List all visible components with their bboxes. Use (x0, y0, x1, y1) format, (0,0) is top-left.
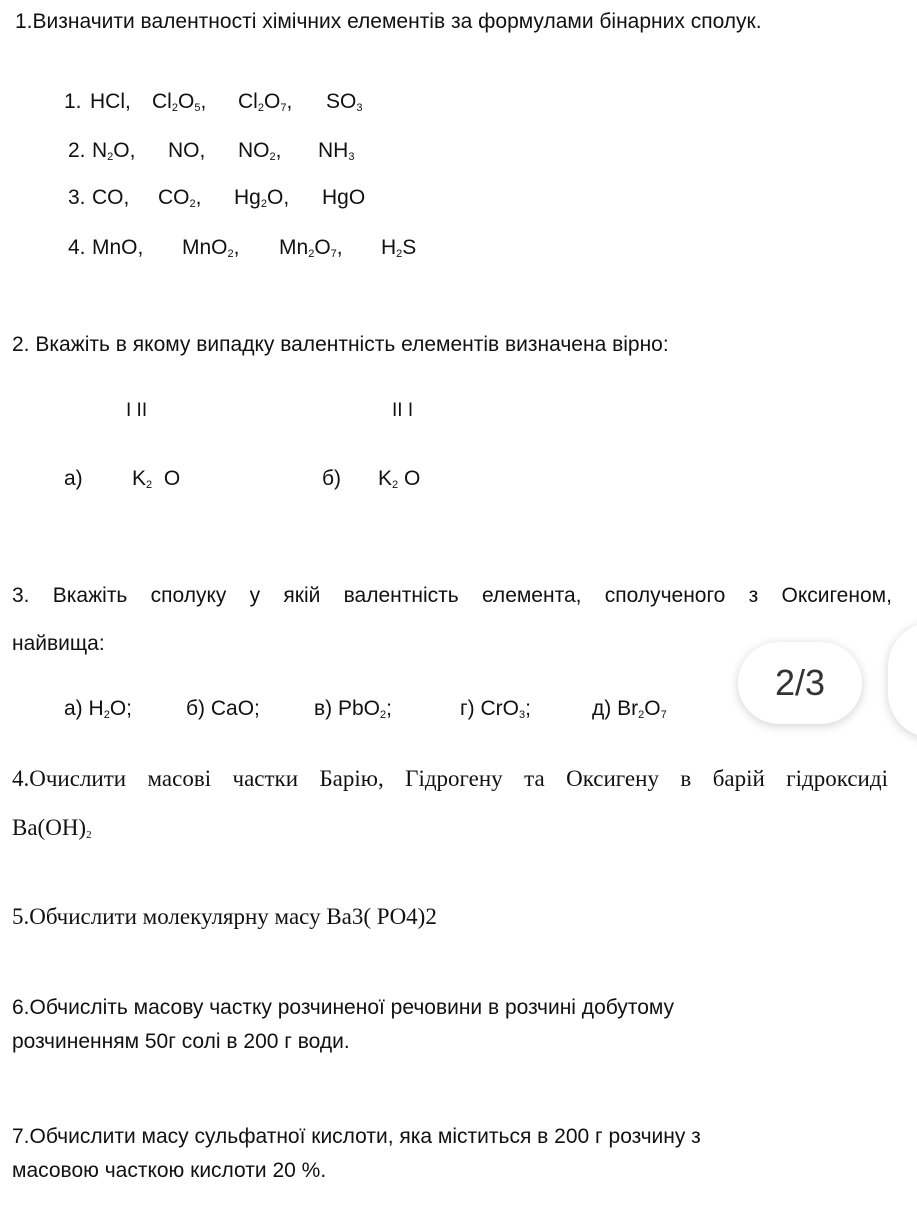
formula-row-number: 4. (68, 236, 86, 259)
next-page-edge[interactable] (888, 622, 917, 738)
question-7-line-2: масовою часткою кислоти 20 %. (12, 1159, 327, 1182)
word: 3. (12, 584, 30, 607)
question-1-title: 1.Визначити валентності хімічних елементів за формулами бінарних сполук. (15, 10, 762, 33)
word: 4.Очислити (12, 766, 127, 791)
word: в (680, 766, 692, 791)
word: з (748, 584, 759, 607)
word: у (249, 584, 261, 607)
formula: MnO$_2$, (182, 236, 240, 260)
word: якій (283, 584, 321, 607)
answer-option: г) CrO$_3$; (460, 697, 531, 721)
word: валентність (343, 584, 459, 607)
word: барій (712, 766, 765, 791)
formula-row-number: 2. (68, 139, 86, 162)
formula: CO, (92, 186, 130, 209)
word: елемента, (481, 584, 582, 607)
option-a-formula: $K_2$ O (132, 467, 181, 491)
formula: $SO_3$ (326, 90, 363, 114)
question-3-title (12, 584, 892, 608)
formula: $N_2O$, (92, 139, 136, 163)
word: Вкажіть (52, 584, 128, 607)
answer-option: б) CaO; (186, 697, 260, 720)
option-b-valence: II I (392, 400, 414, 421)
word: Гідрогену (405, 766, 503, 791)
formula: NO, (168, 139, 206, 162)
word: сполуку (150, 584, 227, 607)
formula: $Hg_2O$, (234, 186, 290, 210)
question-2-title: 2. Вкажіть в якому випадку валентність елементів визначена вірно: (12, 333, 669, 356)
option-a-valence: I II (126, 400, 148, 421)
word: Барію, (319, 766, 384, 791)
formula: HgO (322, 186, 366, 209)
formula: $Cl_2O_7$, (238, 90, 293, 114)
formula-row-number: 3. (68, 186, 86, 209)
formula: $H_2S$ (381, 236, 417, 260)
formula: $CO_2$, (158, 186, 202, 210)
option-b-label: б) (322, 467, 342, 490)
word: Оксигеном, (781, 584, 892, 607)
word: та (524, 766, 545, 791)
word: Оксигену (566, 766, 659, 791)
formula: $NH_3$ (318, 139, 355, 163)
formula: $Mn_2O_7$, (279, 236, 343, 260)
question-7-line-1: 7.Обчислити масу сульфатної кислоти, яка міститься в 200 г розчину з (12, 1125, 701, 1148)
word: частки (232, 766, 299, 791)
answer-option: а) $H_2O$; (64, 697, 132, 721)
question-3-title-cont: найвища: (12, 632, 105, 655)
formula: $NO_2$, (238, 139, 282, 163)
word: масові (147, 766, 212, 791)
formula-row-number: 1. (64, 90, 82, 113)
question-4-formula: $Ba(OH)_2$ (12, 815, 92, 841)
option-a-label: а) (64, 467, 83, 490)
formula: MnO, (92, 236, 144, 259)
question-5-text: 5.Обчислити молекулярну масу Ba3( PO4)2 (12, 904, 437, 929)
word: сполученого (604, 584, 726, 607)
question-6-line-1: 6.Обчисліть масову частку розчиненої речовини в розчині добутому (12, 996, 675, 1019)
formula: HCl, (90, 90, 131, 113)
formula: $Cl_2O_5$, (152, 90, 207, 114)
question-4-text (12, 766, 888, 792)
answer-option: в) PbO$_2$; (314, 697, 392, 721)
option-b-formula: $K_2$ O (378, 467, 421, 491)
question-6-line-2: розчиненням 50г солі в 200 г води. (12, 1030, 350, 1053)
answer-option: д) $Br_2O_7$ (592, 697, 667, 721)
word: гідроксиді (786, 766, 888, 791)
page-indicator: 2/3 (738, 642, 862, 724)
